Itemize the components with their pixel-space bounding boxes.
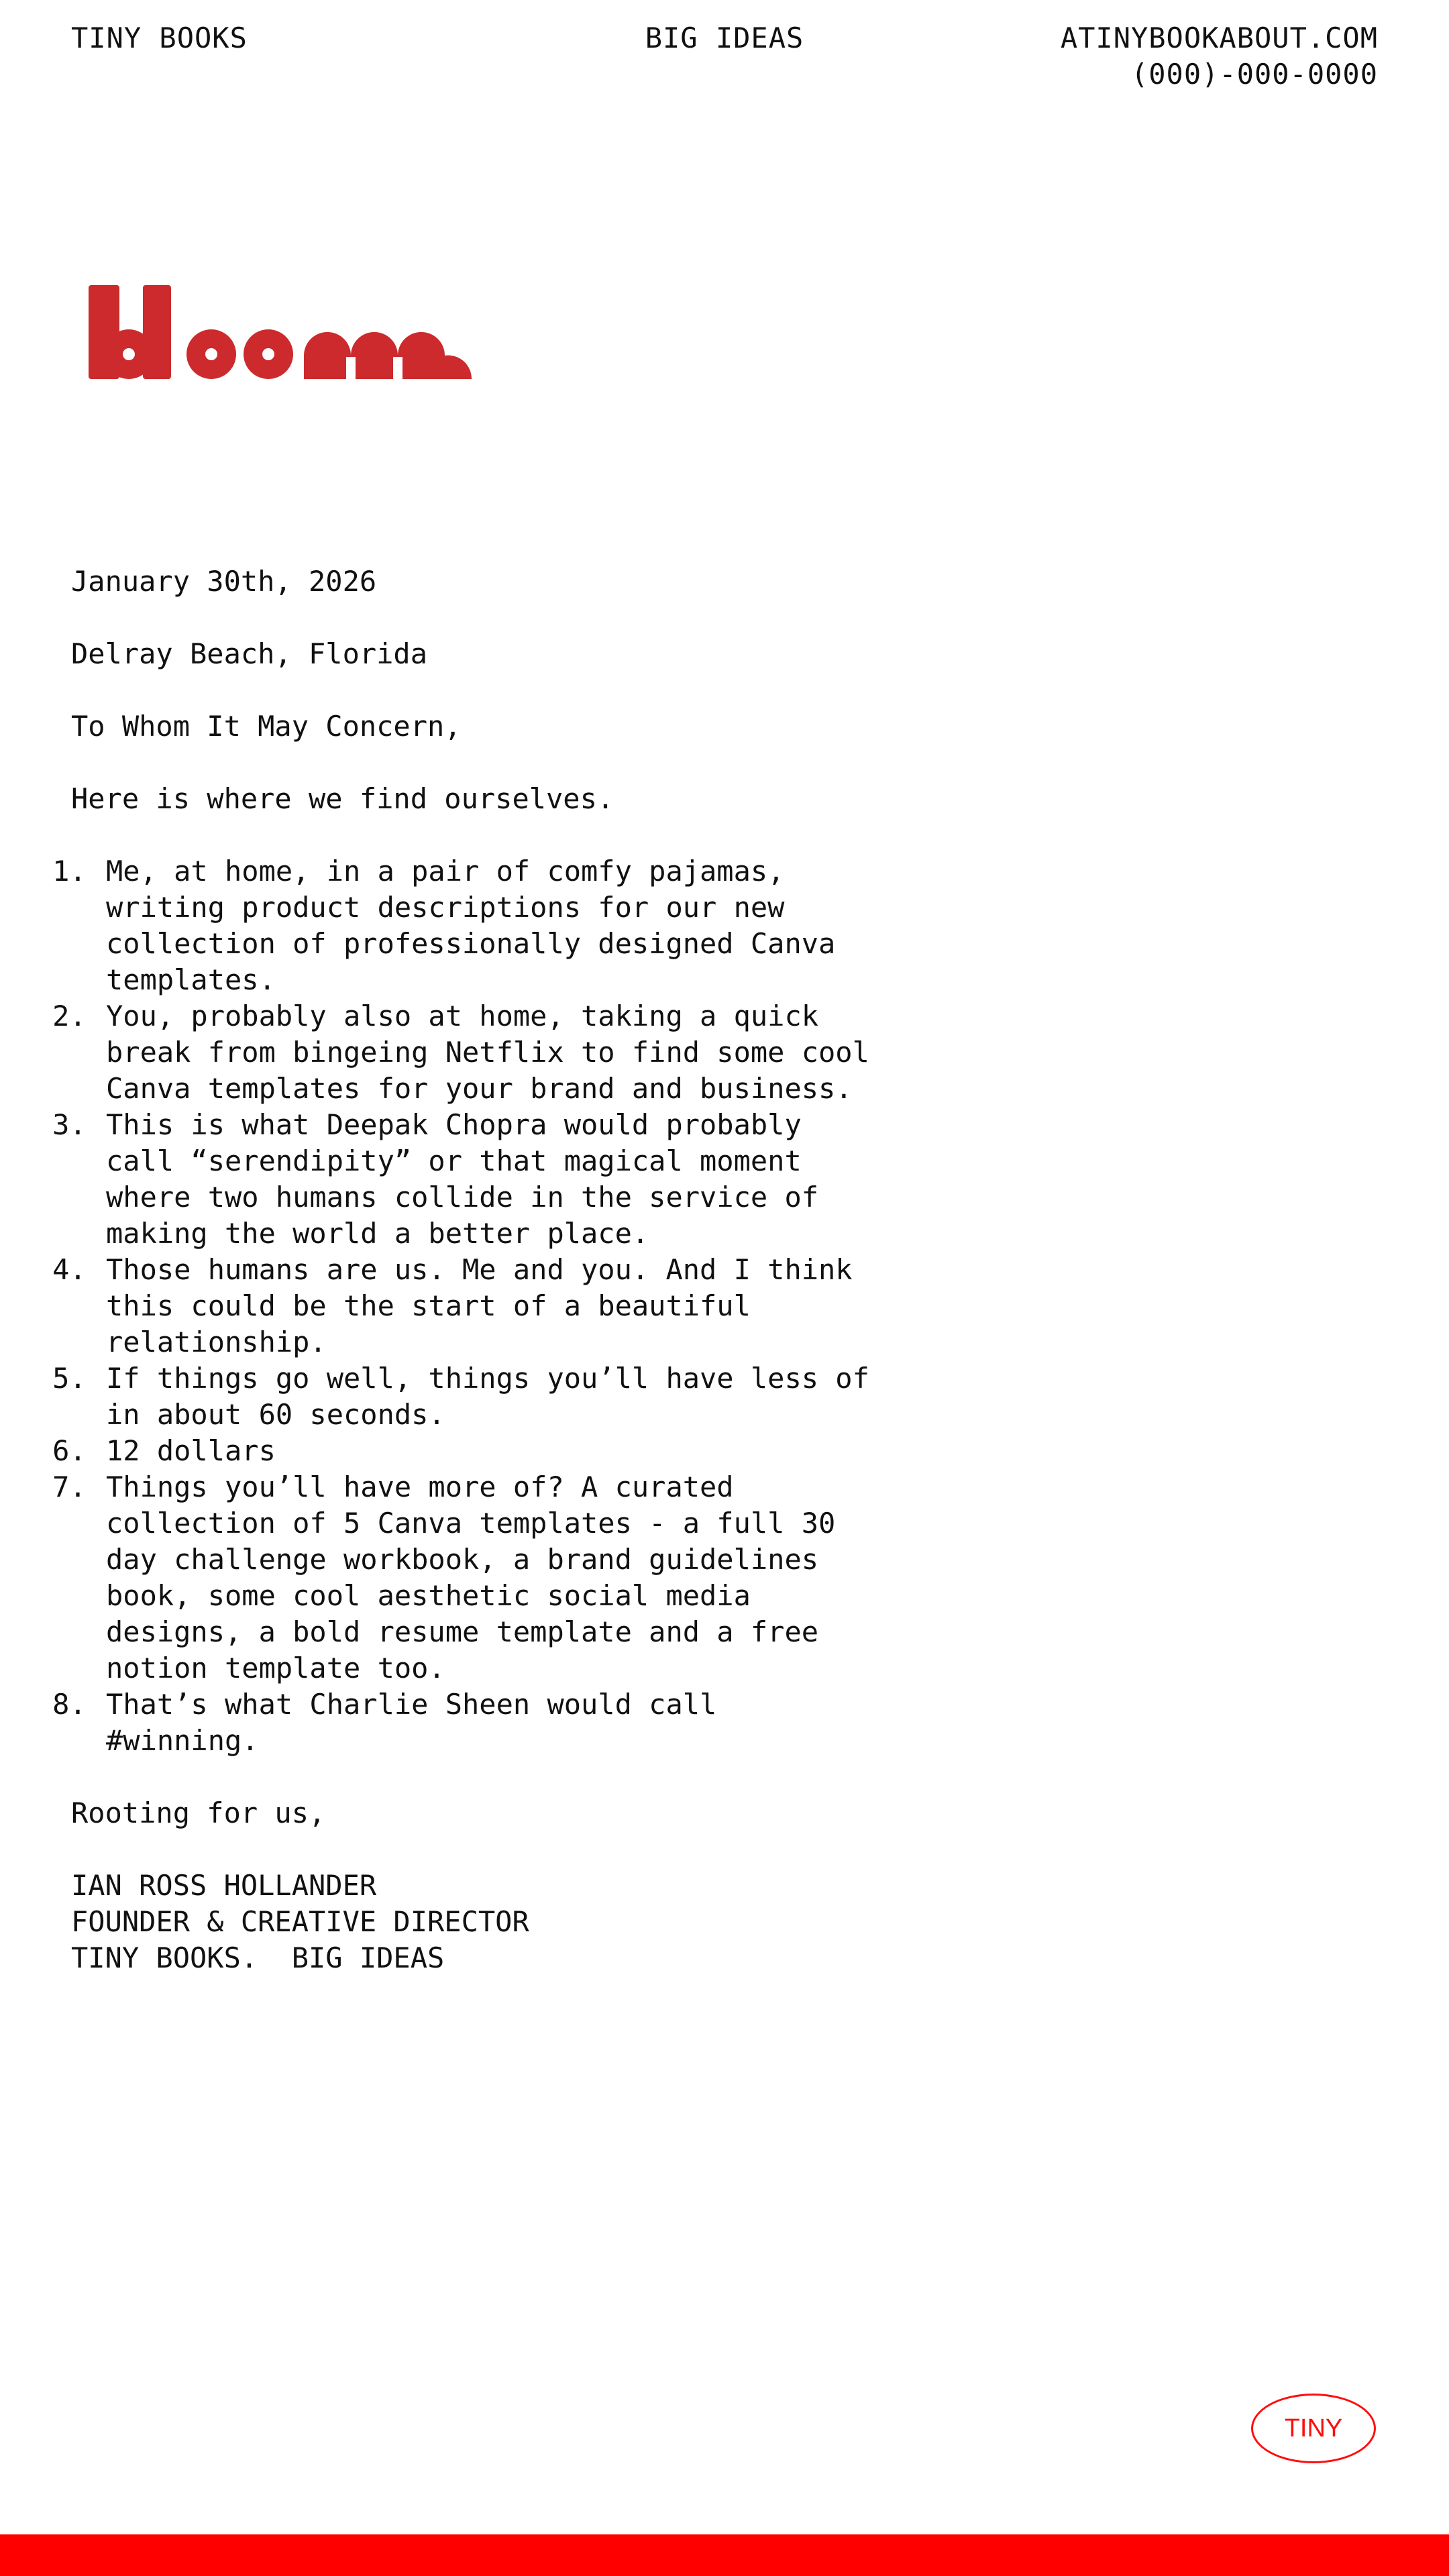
letter-list	[71, 853, 876, 1759]
list-item: 8. That’s what Charlie Sheen would call #winning.	[103, 1686, 876, 1759]
signature-title: FOUNDER & CREATIVE DIRECTOR	[71, 1905, 529, 1938]
letter-intro: Here is where we find ourselves.	[71, 782, 614, 815]
list-item: 6. 12 dollars	[103, 1433, 876, 1469]
signature-name: IAN ROSS HOLLANDER	[71, 1869, 377, 1902]
header-phone: (000)-000-0000	[1130, 58, 1378, 91]
letter-body	[71, 564, 876, 1976]
letter-date: January 30th, 2026	[71, 565, 377, 598]
letter-salutation: To Whom It May Concern,	[71, 710, 462, 743]
letter-location: Delray Beach, Florida	[71, 637, 428, 670]
header-contact	[1061, 20, 1378, 93]
list-item: 3. This is what Deepak Chopra would probably call “serendipity” or that magical moment where two humans collide in the service of making the world a better place.	[103, 1107, 876, 1252]
list-item: 7. Things you’ll have more of? A curated collection of 5 Canva templates - a full 30 day challenge workbook, a brand guidelines book, some cool aesthetic social media designs, a bold resume template and a free notion template too.	[103, 1469, 876, 1686]
header-tagline: BIG IDEAS	[645, 21, 804, 54]
list-item: 5. If things go well, things you’ll have less of in about 60 seconds.	[103, 1360, 876, 1433]
list-item: 1. Me, at home, in a pair of comfy pajamas, writing product descriptions for our new collection of professionally designed Canva templates.	[103, 853, 876, 998]
signature-company: TINY BOOKS. BIG IDEAS	[71, 1941, 445, 1974]
tiny-badge: TINY	[1251, 2394, 1376, 2463]
bloom-logo	[87, 282, 476, 382]
letter-closing: Rooting for us,	[71, 1796, 326, 1829]
header-website[interactable]: ATINYBOOKABOUT.COM	[1060, 21, 1378, 54]
list-item: 2. You, probably also at home, taking a quick break from bingeing Netflix to find some cool Canva templates for your brand and business.	[103, 998, 876, 1107]
bottom-accent-bar	[0, 2534, 1449, 2576]
header-brand: TINY BOOKS	[71, 21, 248, 54]
list-item: 4. Those humans are us. Me and you. And I think this could be the start of a beautiful relationship.	[103, 1252, 876, 1360]
signature-block	[71, 1868, 876, 1976]
